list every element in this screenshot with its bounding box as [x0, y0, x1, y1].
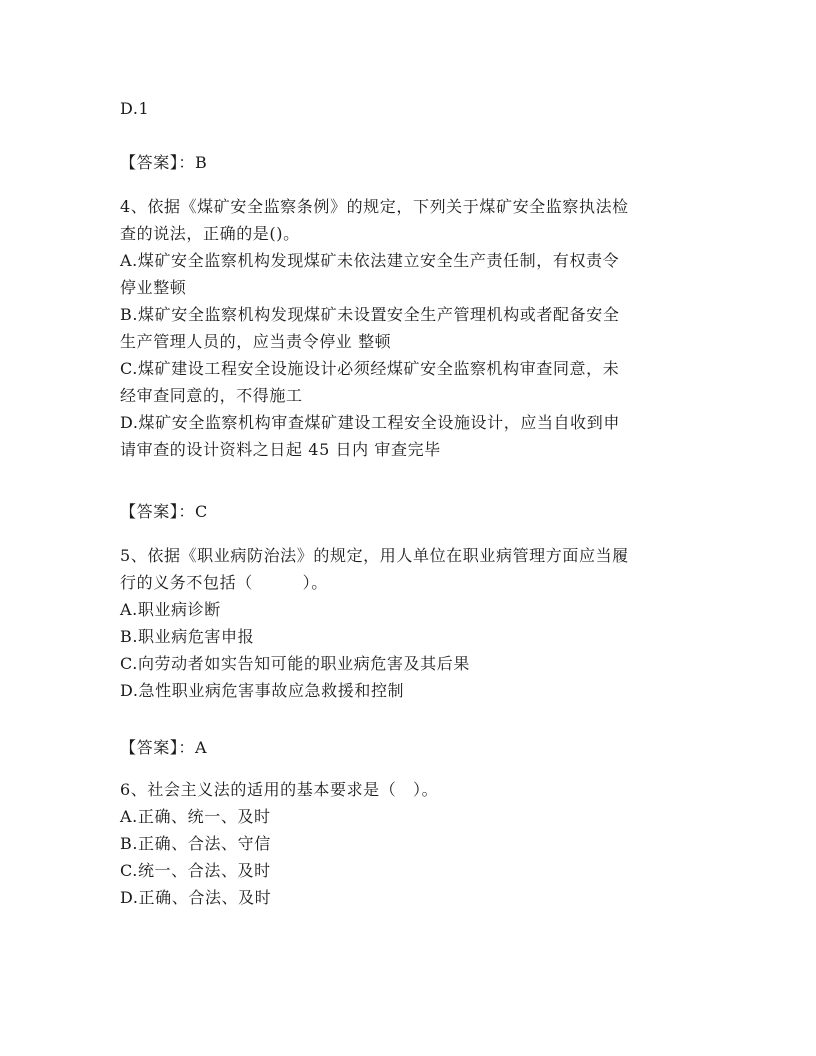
q5-question-line-2: 行的义务不包括（ ）。: [120, 573, 328, 592]
q5-question-line-1: 5、依据《职业病防治法》的规定，用人单位在职业病管理方面应当履: [120, 546, 629, 565]
q6-option-b: B.正确、合法、守信: [120, 834, 271, 853]
q4-option-a-line-1: A.煤矿安全监察机构发现煤矿未依法建立安全生产责任制，有权责令: [120, 251, 620, 270]
q3-answer: 【答案】：B: [120, 153, 208, 172]
q6-question: 6、社会主义法的适用的基本要求是（ ）。: [120, 780, 439, 799]
q5-option-a: A.职业病诊断: [120, 600, 221, 619]
q4-option-d-line-2: 请审查的设计资料之日起 45 日内 审查完毕: [120, 440, 441, 459]
q4-option-c-line-1: C.煤矿建设工程安全设施设计必须经煤矿安全监察机构审查同意，未: [120, 359, 620, 378]
q6-option-c: C.统一、合法、及时: [120, 861, 271, 880]
q6-option-a: A.正确、统一、及时: [120, 807, 271, 826]
q4-option-b-line-1: B.煤矿安全监察机构发现煤矿未设置安全生产管理机构或者配备安全: [120, 305, 620, 324]
q5-option-d: D.急性职业病危害事故应急救援和控制: [120, 681, 405, 700]
q4-question-line-2: 查的说法，正确的是()。: [120, 224, 300, 243]
q4-option-d-line-1: D.煤矿安全监察机构审查煤矿建设工程安全设施设计，应当自收到申: [120, 413, 620, 432]
q5-answer: 【答案】：A: [120, 738, 208, 757]
q5-option-b: B.职业病危害申报: [120, 627, 255, 646]
q4-option-c-line-2: 经审查同意的，不得施工: [120, 386, 303, 405]
q4-option-a-line-2: 停业整顿: [120, 278, 187, 297]
q4-answer: 【答案】：C: [120, 502, 208, 521]
q3-option-d: D.1: [120, 99, 150, 118]
q4-option-b-line-2: 生产管理人员的，应当责令停业 整顿: [120, 332, 392, 351]
q5-option-c: C.向劳动者如实告知可能的职业病危害及其后果: [120, 654, 470, 673]
q4-question-line-1: 4、依据《煤矿安全监察条例》的规定，下列关于煤矿安全监察执法检: [120, 197, 629, 216]
q6-option-d: D.正确、合法、及时: [120, 888, 272, 907]
